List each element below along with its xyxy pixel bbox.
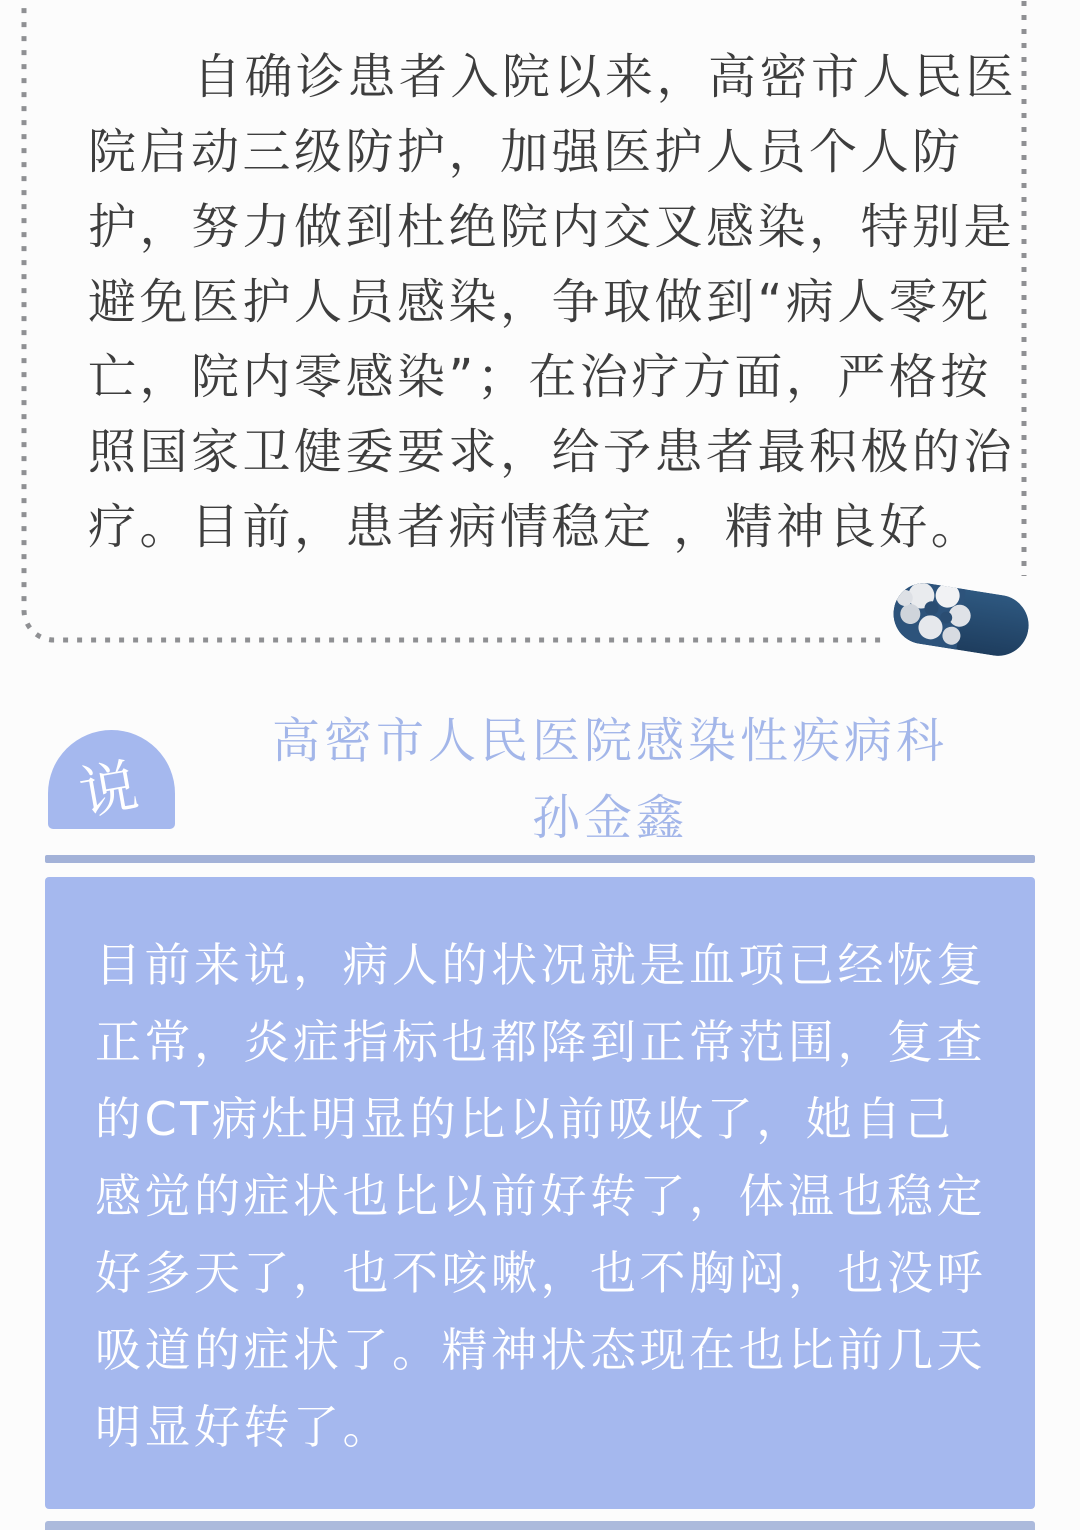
quote-line: 的CT病灶明显的比以前吸收了，她自己 xyxy=(95,1092,955,1146)
report-line: 护，努力做到杜绝院内交叉感染，特别是 xyxy=(88,199,1016,255)
quote-box xyxy=(45,877,1035,1509)
section-divider xyxy=(45,855,1035,863)
speaker-department: 高密市人民医院感染性疾病科 xyxy=(271,713,948,769)
quote-line: 正常，炎症指标也都降到正常范围，复查 xyxy=(95,1015,986,1069)
report-line: 院启动三级防护，加强医护人员个人防 xyxy=(88,124,964,180)
report-line: 疗。目前，患者病情稳定 ，精神良好。 xyxy=(88,499,983,555)
quote-line: 感觉的症状也比以前好转了，体温也稳定 xyxy=(95,1169,986,1223)
report-line: 避免医护人员感染，争取做到“病人零死 xyxy=(88,274,992,330)
report-line: 自确诊患者入院以来，高密市人民医 xyxy=(193,49,1018,105)
next-section-edge xyxy=(45,1521,1035,1530)
report-line: 亡，院内零感染”；在治疗方面，严格按 xyxy=(88,349,992,405)
speaker-name: 孙金鑫 xyxy=(531,790,688,846)
report-paragraph xyxy=(88,40,1018,565)
capsule-icon xyxy=(886,576,1036,664)
speaker-title xyxy=(185,703,1035,857)
quote-line: 目前来说，病人的状况就是血项已经恢复 xyxy=(95,938,986,992)
report-line: 照国家卫健委要求，给予患者最积极的治 xyxy=(88,424,1016,480)
speaker-tab-label: 说 xyxy=(74,750,144,828)
quote-line: 吸道的症状了。精神状态现在也比前几天 xyxy=(95,1323,986,1377)
quote-line: 好多天了，也不咳嗽，也不胸闷，也没呼 xyxy=(95,1246,986,1300)
quote-line: 明显好转了。 xyxy=(95,1400,392,1454)
speaker-tab xyxy=(48,730,175,829)
